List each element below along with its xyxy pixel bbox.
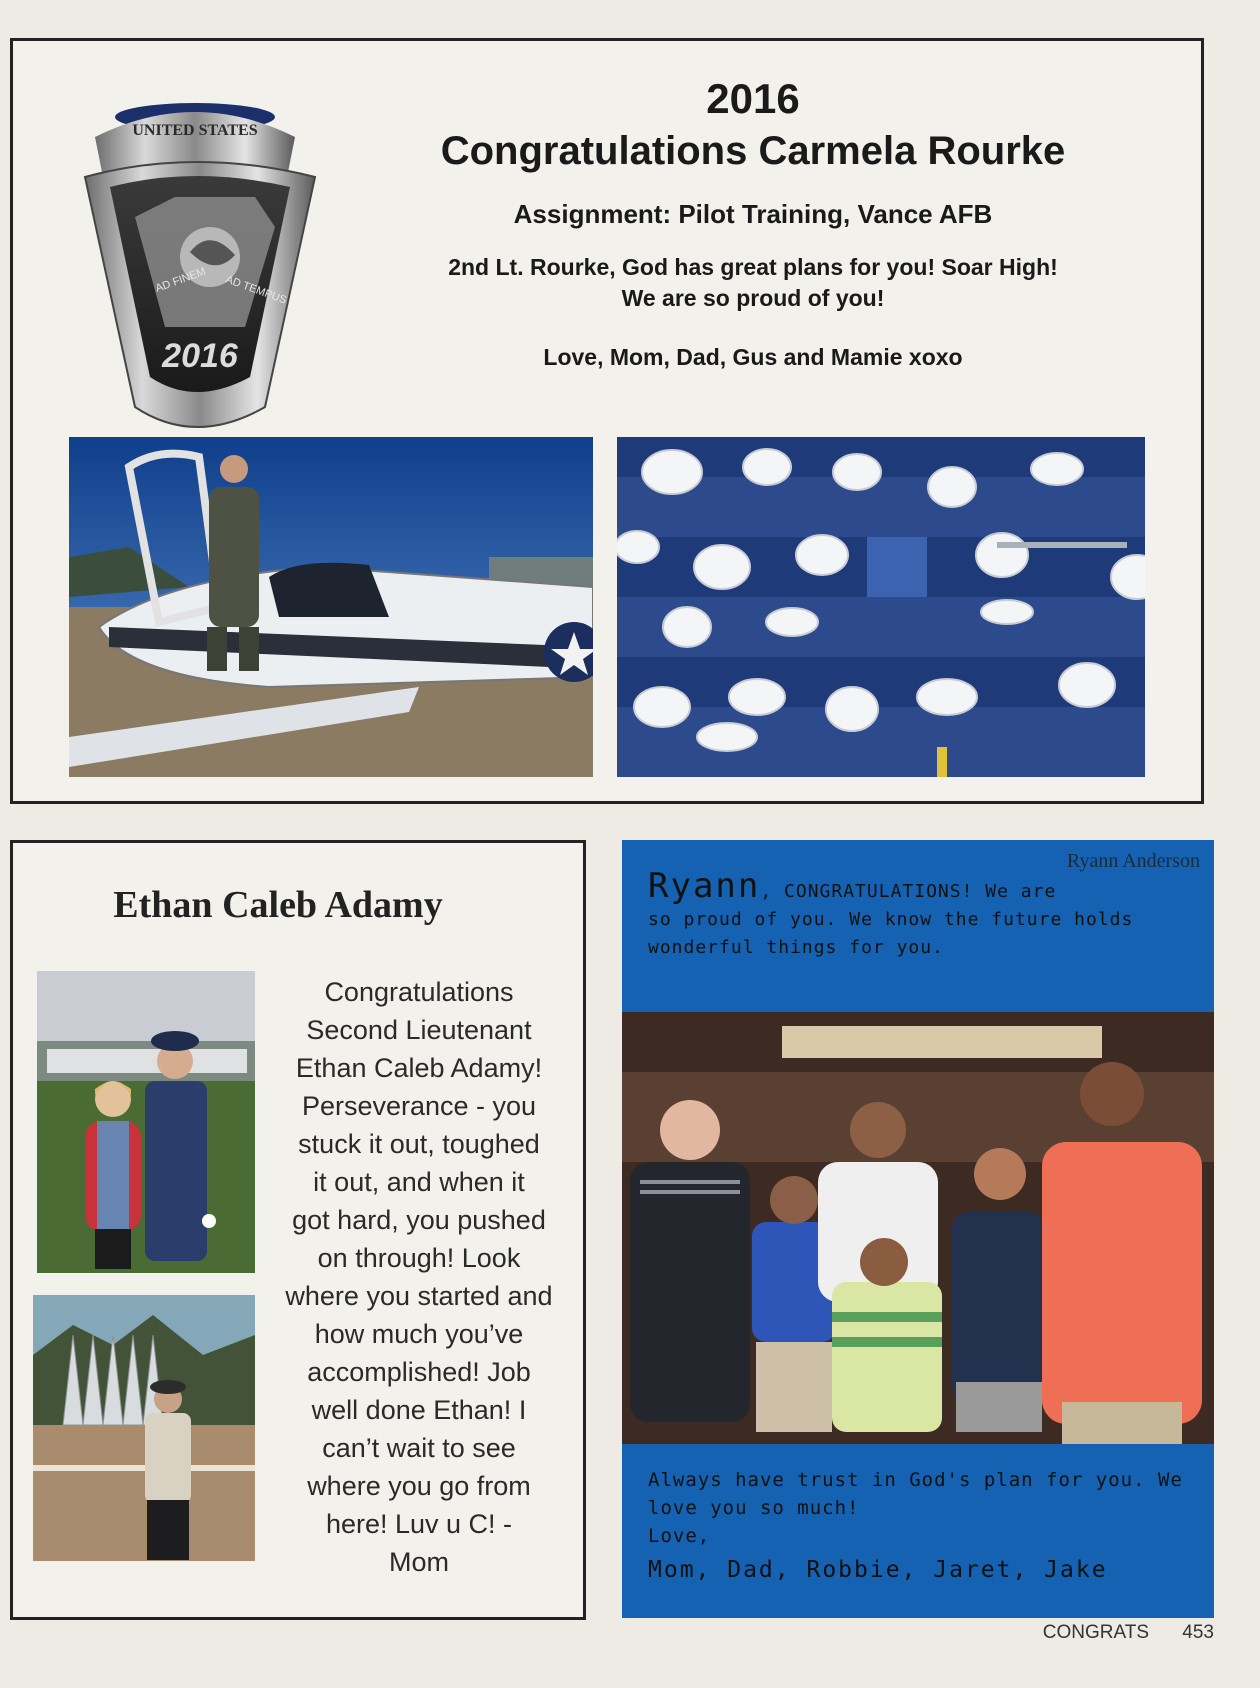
anderson-top-line-3: wonderful things for you. <box>648 937 944 958</box>
rourke-ad <box>10 38 1204 804</box>
anderson-top-line-1: , CONGRATULATIONS! We are <box>760 881 1057 902</box>
adamy-message-line: can’t wait to see <box>322 1433 516 1463</box>
adamy-message-line: got hard, you pushed <box>292 1205 546 1235</box>
anderson-top-message <box>648 866 1178 962</box>
adamy-message-line: where you go from <box>307 1471 531 1501</box>
page-number: 453 <box>1182 1622 1214 1643</box>
rourke-headline: Congratulations Carmela Rourke <box>440 129 1066 173</box>
anderson-bottom-line-3: Love, <box>648 1525 711 1547</box>
adamy-message-line: well done Ethan! I <box>311 1395 527 1425</box>
ring-year-text: 2016 <box>162 337 238 375</box>
rourke-message-line-2: We are so proud of you! <box>621 285 885 311</box>
pilot-plane-photo <box>69 437 593 777</box>
adamy-message-line: here! Luv u C! - <box>325 1509 513 1539</box>
anderson-name: Ryann <box>648 866 761 906</box>
rourke-year: 2016 <box>706 75 800 122</box>
adamy-title: Ethan Caleb Adamy <box>113 884 443 926</box>
adamy-message-line: Mom <box>389 1547 449 1577</box>
adamy-message-line: stuck it out, toughed <box>298 1129 540 1159</box>
anderson-top-line-2: so proud of you. We know the future holds <box>648 909 1134 930</box>
ring-left-text: AD FINEM <box>153 265 208 295</box>
adamy-ad <box>10 840 586 1620</box>
adamy-message-line: Perseverance - you <box>301 1091 537 1121</box>
adamy-message-line: where you started and <box>285 1281 553 1311</box>
adamy-message-line: Ethan Caleb Adamy! <box>295 1053 543 1083</box>
anderson-bottom-line-1: Always have trust in God's plan for you. We <box>648 1469 1183 1491</box>
adamy-message-line: Congratulations <box>324 977 514 1007</box>
adamy-message-line: on through! Look <box>317 1243 521 1273</box>
adamy-message-line: accomplished! Job <box>307 1357 531 1387</box>
rourke-text-block <box>363 73 1143 371</box>
anderson-caption: Ryann Anderson <box>1066 850 1200 872</box>
ring-right-text: AD TEMPUS <box>223 273 289 307</box>
adamy-message-line: how much you’ve <box>314 1319 524 1349</box>
adamy-message <box>265 973 573 1581</box>
anderson-family-photo <box>622 1012 1214 1444</box>
footer-section-label: CONGRATS <box>1042 1622 1150 1643</box>
rourke-signature: Love, Mom, Dad, Gus and Mamie xoxo <box>543 344 963 370</box>
anderson-ad <box>622 840 1214 1618</box>
anderson-bottom-message <box>648 1466 1188 1584</box>
mother-and-son-photo <box>37 971 255 1273</box>
rourke-assignment: Assignment: Pilot Training, Vance AFB <box>513 199 993 229</box>
class-ring-image <box>75 77 323 447</box>
anderson-signature: Mom, Dad, Robbie, Jaret, Jake <box>648 1557 1108 1583</box>
adamy-message-line: it out, and when it <box>313 1167 525 1197</box>
rourke-message-line-1: 2nd Lt. Rourke, God has great plans for you! Soar High! <box>448 254 1058 280</box>
anderson-bottom-line-2: love you so much! <box>648 1497 860 1519</box>
chapel-portrait-photo <box>33 1295 255 1561</box>
rourke-message <box>363 252 1143 314</box>
adamy-message-line: Second Lieutenant <box>306 1015 532 1045</box>
cadet-cap-toss-photo <box>617 437 1145 777</box>
ring-top-text: UNITED STATES <box>132 122 258 139</box>
page-footer <box>1043 1622 1214 1644</box>
